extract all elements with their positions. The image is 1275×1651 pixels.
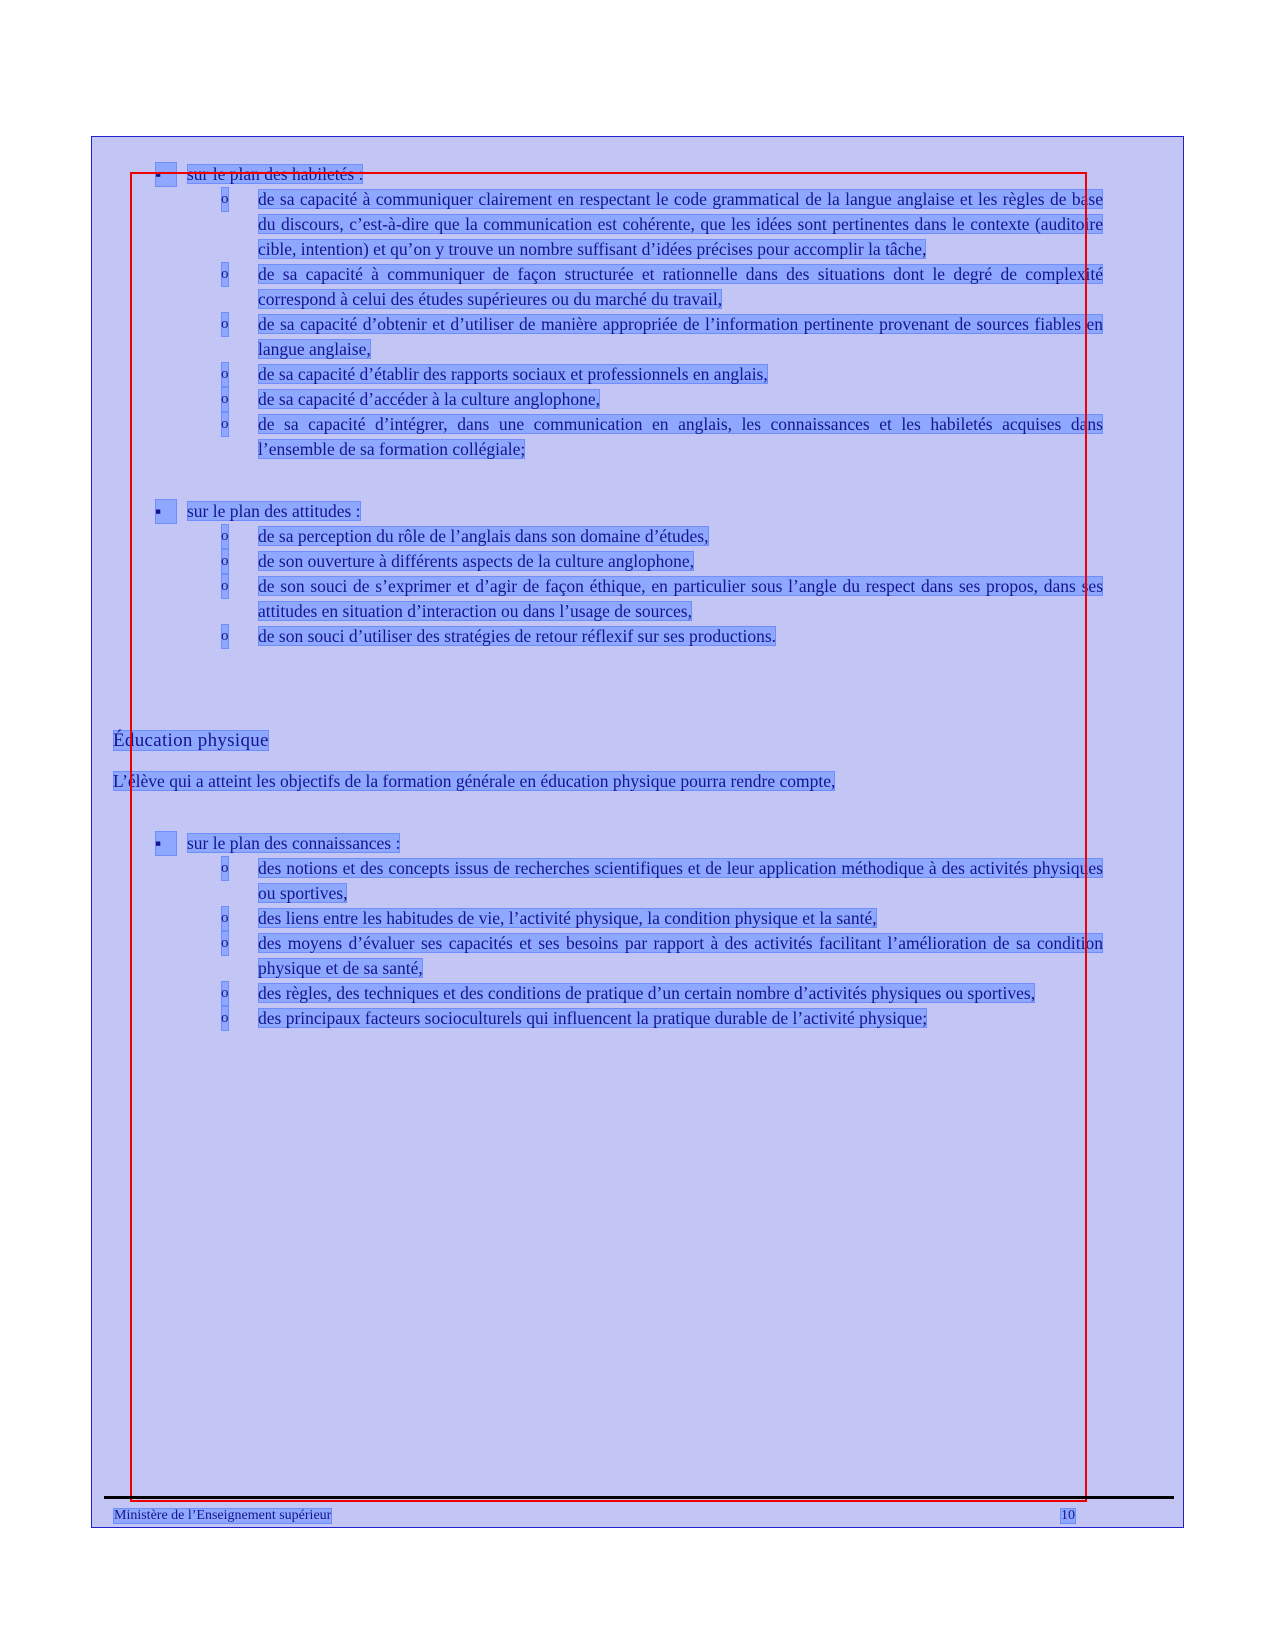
page-number: 10	[1061, 1508, 1075, 1523]
circle-bullet-icon: o	[221, 574, 229, 599]
sub-bullet-list-connaissances	[221, 856, 1103, 1031]
circle-bullet-icon: o	[221, 931, 229, 956]
list-item-text: des liens entre les habitudes de vie, l’activité physique, la condition physique et la santé,	[258, 908, 877, 928]
bullet-group-habiletes	[155, 162, 1103, 187]
list-item	[221, 1006, 1103, 1031]
section-heading	[113, 728, 1103, 753]
list-item-text: de son souci d’utiliser des stratégies de retour réflexif sur ses productions.	[258, 626, 777, 646]
list-item	[221, 312, 1103, 362]
list-item-text: de sa capacité d’accéder à la culture anglophone,	[258, 389, 601, 409]
list-item	[221, 524, 1103, 549]
list-item-text: de son ouverture à différents aspects de la culture anglophone,	[258, 551, 695, 571]
bullet-group-label: sur le plan des connaissances :	[187, 833, 401, 853]
circle-bullet-icon: o	[221, 187, 229, 212]
circle-bullet-icon: o	[221, 262, 229, 287]
spacer	[113, 462, 1103, 499]
square-bullet-icon: ▪	[155, 499, 177, 524]
section-heading-text: Éducation physique	[113, 730, 269, 751]
footer-divider	[104, 1496, 1174, 1499]
list-item-text: de sa capacité à communiquer de façon structurée et rationnelle dans des situations dont le degré de complexité correspond à celui des études supérieures ou du marché du travail,	[258, 264, 1103, 309]
list-item	[221, 981, 1103, 1006]
square-bullet-icon: ▪	[155, 831, 177, 856]
list-item-text: des règles, des techniques et des conditions de pratique d’un certain nombre d’activités physiques ou sportives,	[258, 983, 1036, 1003]
circle-bullet-icon: o	[221, 549, 229, 574]
bullet-group-attitudes	[155, 499, 1103, 524]
sub-bullet-list-attitudes	[221, 524, 1103, 649]
circle-bullet-icon: o	[221, 362, 229, 387]
list-item	[221, 856, 1103, 906]
circle-bullet-icon: o	[221, 412, 229, 437]
list-item-text: de sa capacité à communiquer clairement en respectant le code grammatical de la langue anglaise et les règles de base du discours, c’est-à-dire que la communication est cohérente, que les idées sont pertinentes dans le contexte (auditoire cible, intention) et qu’on y trouve un nombre suffisant d’idées précises pour accomplir la tâche,	[258, 189, 1103, 259]
list-item-text: des notions et des concepts issus de recherches scientifiques et de leur application méthodique à des activités physiques ou sportives,	[258, 858, 1103, 903]
bullet-group-label: sur le plan des habiletés :	[187, 164, 364, 184]
spacer	[113, 703, 1103, 728]
list-item-text: de sa capacité d’obtenir et d’utiliser de manière appropriée de l’information pertinente provenant de sources fiables en langue anglaise,	[258, 314, 1103, 359]
list-item	[221, 574, 1103, 624]
circle-bullet-icon: o	[221, 981, 229, 1006]
list-item	[221, 387, 1103, 412]
section-lead-text: L’élève qui a atteint les objectifs de la formation générale en éducation physique pourra rendre compte,	[113, 771, 836, 791]
list-item-text: des moyens d’évaluer ses capacités et ses besoins par rapport à des activités facilitant l’amélioration de sa condition physique et de sa santé,	[258, 933, 1103, 978]
list-item-text: de sa capacité d’intégrer, dans une communication en anglais, les connaissances et les habiletés acquises dans l’ensemble de sa formation collégiale;	[258, 414, 1103, 459]
list-item	[221, 931, 1103, 981]
bullet-group-connaissances	[155, 831, 1103, 856]
circle-bullet-icon: o	[221, 856, 229, 881]
sub-bullet-list-habiletes	[221, 187, 1103, 462]
list-item	[221, 549, 1103, 574]
list-item	[221, 412, 1103, 462]
footer-left-text: Ministère de l’Enseignement supérieur	[114, 1508, 332, 1523]
circle-bullet-icon: o	[221, 1006, 229, 1031]
spacer	[113, 794, 1103, 831]
circle-bullet-icon: o	[221, 312, 229, 337]
circle-bullet-icon: o	[221, 906, 229, 931]
circle-bullet-icon: o	[221, 524, 229, 549]
page-footer	[113, 1508, 1076, 1524]
list-item-text: des principaux facteurs socioculturels qui influencent la pratique durable de l’activité physique;	[258, 1008, 928, 1028]
list-item	[221, 906, 1103, 931]
document-content	[113, 162, 1103, 1502]
list-item	[221, 262, 1103, 312]
list-item-text: de sa capacité d’établir des rapports sociaux et professionnels en anglais,	[258, 364, 768, 384]
circle-bullet-icon: o	[221, 387, 229, 412]
list-item	[221, 187, 1103, 262]
section-lead-paragraph	[113, 769, 1103, 794]
list-item-text: de sa perception du rôle de l’anglais dans son domaine d’études,	[258, 526, 709, 546]
spacer	[113, 649, 1103, 703]
list-item-text: de son souci de s’exprimer et d’agir de façon éthique, en particulier sous l’angle du respect dans ses propos, dans ses attitudes en situation d’interaction ou dans l’usage de sources,	[258, 576, 1103, 621]
square-bullet-icon: ▪	[155, 162, 177, 187]
bullet-group-label: sur le plan des attitudes :	[187, 501, 361, 521]
list-item	[221, 362, 1103, 387]
circle-bullet-icon: o	[221, 624, 229, 649]
list-item	[221, 624, 1103, 649]
